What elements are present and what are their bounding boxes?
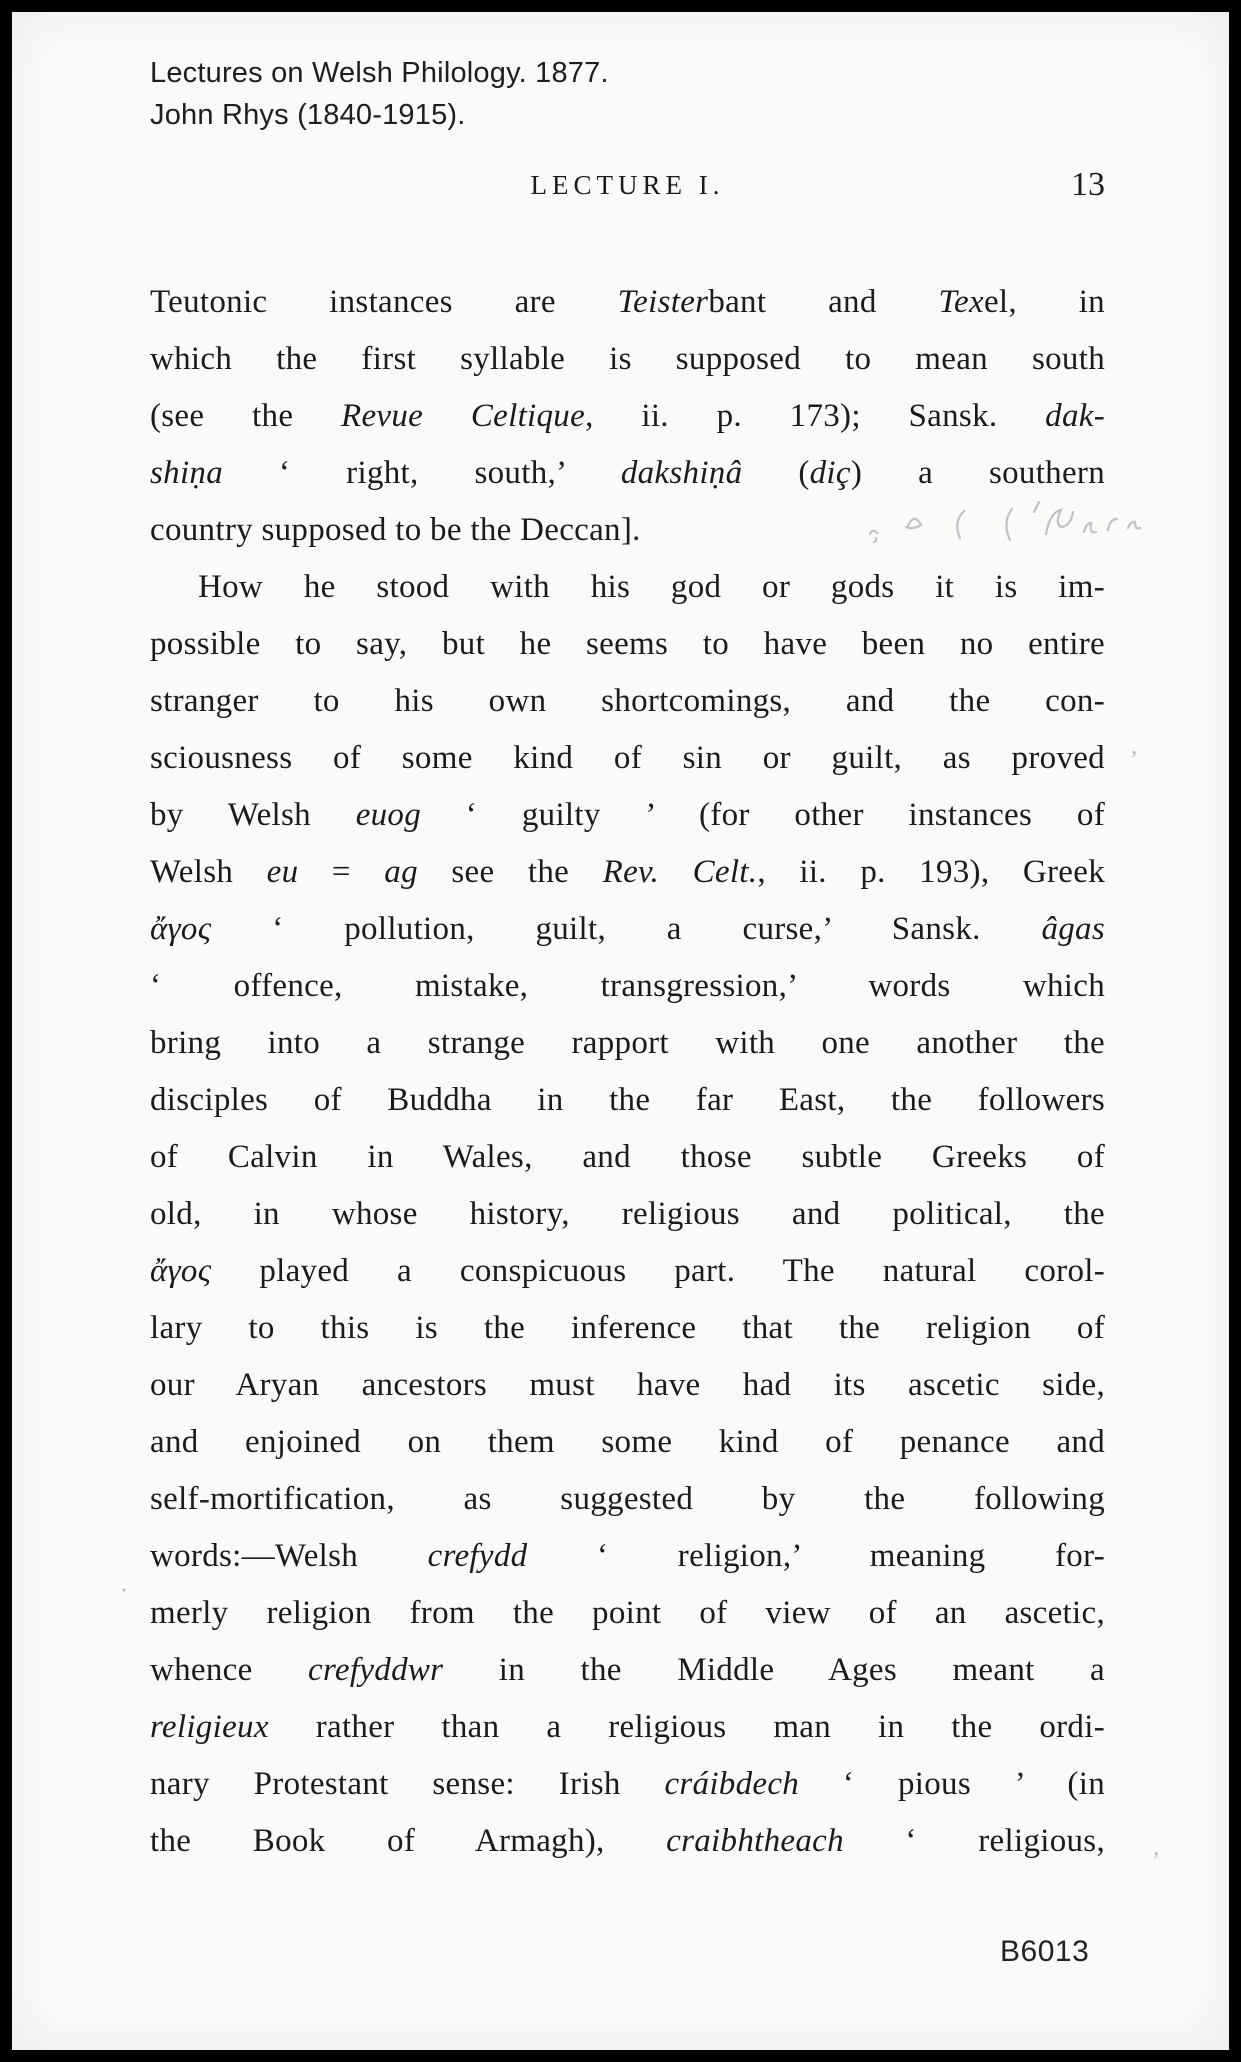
text-line: ἄγος played a conspicuous part. The natural corol-: [150, 1253, 1105, 1289]
text-line: and enjoined on them some kind of penance and: [150, 1424, 1105, 1460]
text-line: country supposed to be the Deccan].: [150, 512, 641, 548]
scan-speck: ’: [1152, 1848, 1160, 1874]
text-line: lary to this is the inference that the religion of: [150, 1310, 1105, 1346]
text-line: How he stood with his god or gods it is im-: [198, 569, 1105, 605]
book-page: [12, 12, 1229, 2050]
text-line: bring into a strange rapport with one another the: [150, 1025, 1105, 1061]
text-line: self-mortification, as suggested by the following: [150, 1481, 1105, 1517]
text-line: Welsh eu = ag see the Rev. Celt., ii. p. 193), Greek: [150, 854, 1105, 890]
scan-label-author: John Rhys (1840-1915).: [150, 99, 466, 131]
scan-label: [150, 52, 609, 136]
running-header-title: LECTURE I.: [530, 170, 725, 200]
text-line: Teutonic instances are Teisterbant and Texel, in: [150, 284, 1105, 320]
text-line: merly religion from the point of view of an ascetic,: [150, 1595, 1105, 1631]
text-line: words:—Welsh crefydd ‘ religion,’ meaning for-: [150, 1538, 1105, 1574]
text-line: possible to say, but he seems to have been no entire: [150, 626, 1105, 662]
text-line: nary Protestant sense: Irish cráibdech ‘ pious ’ (in: [150, 1766, 1105, 1802]
scan-speck: ’: [1130, 747, 1138, 773]
running-header: [150, 166, 1105, 214]
text-line: old, in whose history, religious and political, the: [150, 1196, 1105, 1232]
text-line: by Welsh euog ‘ guilty ’ (for other instances of: [150, 797, 1105, 833]
text-line: sciousness of some kind of sin or guilt, as proved: [150, 740, 1105, 776]
text-line: shiṇa ‘ right, south,’ dakshiṇâ (diç) a southern: [150, 455, 1105, 491]
text-line: ‘ offence, mistake, transgression,’ words which: [150, 968, 1105, 1004]
text-line: whence crefyddwr in the Middle Ages meant a: [150, 1652, 1105, 1688]
catalog-number: B6013: [1000, 1935, 1090, 1968]
text-line: the Book of Armagh), craibhtheach ‘ religious,: [150, 1823, 1106, 1859]
text-line: stranger to his own shortcomings, and the con-: [150, 683, 1105, 719]
scan-speck: ·: [120, 1578, 128, 1604]
scan-label-title: Lectures on Welsh Philology. 1877.: [150, 57, 609, 89]
page-number: 13: [1071, 166, 1105, 203]
text-line: our Aryan ancestors must have had its ascetic side,: [150, 1367, 1105, 1403]
text-line: religieux rather than a religious man in the ordi-: [150, 1709, 1105, 1745]
text-line: disciples of Buddha in the far East, the followers: [150, 1082, 1105, 1118]
text-line: ἄγος ‘ pollution, guilt, a curse,’ Sansk. âgas: [150, 911, 1105, 947]
text-line: which the first syllable is supposed to mean south: [150, 341, 1105, 377]
text-line: of Calvin in Wales, and those subtle Greeks of: [150, 1139, 1105, 1175]
text-line: (see the Revue Celtique, ii. p. 173); Sansk. dak-: [150, 398, 1106, 434]
pencil-scribble-icon: [862, 494, 1202, 556]
